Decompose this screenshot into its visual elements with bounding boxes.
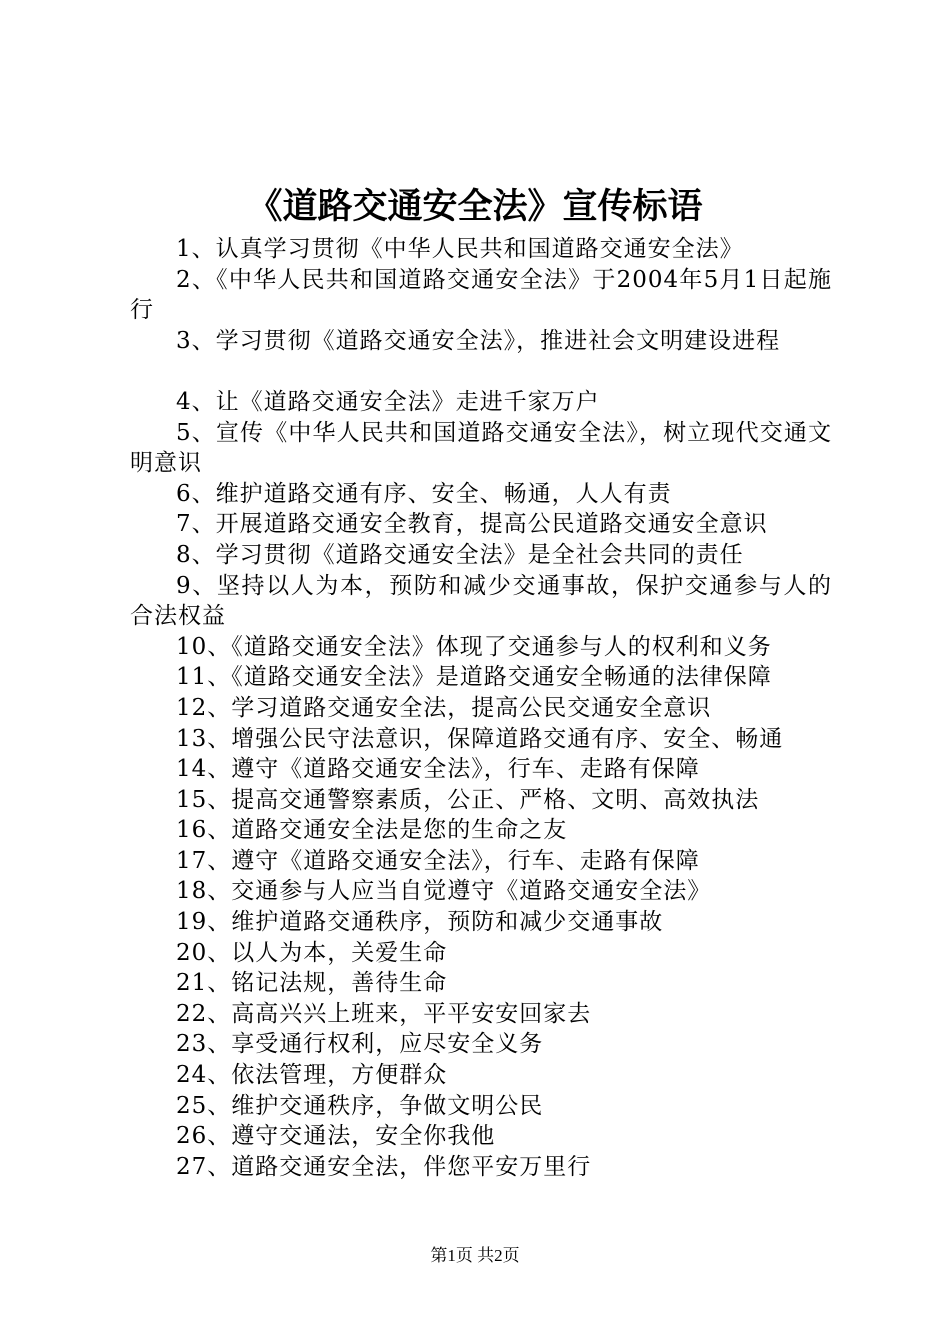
- document-title: 《道路交通安全法》宣传标语: [247, 186, 703, 227]
- slogan-item: 26、遵守交通法，安全你我他: [176, 1123, 496, 1150]
- slogan-item: 3、学习贯彻《道路交通安全法》，推进社会文明建设进程: [176, 327, 781, 354]
- slogan-item: 10、《道路交通安全法》体现了交通参与人的权利和义务: [176, 633, 772, 660]
- slogan-item: 2、《中华人民共和国道路交通安全法》于2004年5月1日起施行: [130, 266, 832, 324]
- slogan-item: 1、认真学习贯彻《中华人民共和国道路交通安全法》: [176, 236, 744, 262]
- slogan-item: 16、道路交通安全法是您的生命之友: [176, 817, 568, 844]
- slogan-item: 22、高高兴兴上班来，平平安安回家去: [176, 1000, 592, 1027]
- slogan-item: 7、开展道路交通安全教育，提高公民道路交通安全意识: [176, 511, 768, 538]
- slogan-item: 19、维护道路交通秩序，预防和减少交通事故: [176, 909, 664, 936]
- slogan-item: 11、《道路交通安全法》是道路交通安全畅通的法律保障: [176, 664, 772, 691]
- slogan-item: 14、遵守《道路交通安全法》，行车、走路有保障: [176, 756, 700, 783]
- slogan-item: 25、维护交通秩序，争做文明公民: [176, 1092, 544, 1119]
- slogan-item: 13、增强公民守法意识，保障道路交通有序、安全、畅通: [176, 725, 784, 752]
- slogan-item: 20、以人为本，关爱生命: [176, 939, 448, 966]
- page-number-footer: 第1页 共2页: [430, 1246, 520, 1265]
- slogan-item: 8、学习贯彻《道路交通安全法》是全社会共同的责任: [176, 541, 744, 568]
- slogan-item: 15、提高交通警察素质，公正、严格、文明、高效执法: [176, 786, 760, 813]
- slogan-item: 27、道路交通安全法，伴您平安万里行: [176, 1153, 592, 1180]
- slogan-item: 6、维护道路交通有序、安全、畅通，人人有责: [176, 480, 672, 507]
- slogan-item: 23、享受通行权利，应尽安全义务: [176, 1031, 544, 1058]
- slogan-item: 12、学习道路交通安全法，提高公民交通安全意识: [176, 694, 712, 721]
- slogan-item: 9、坚持以人为本，预防和减少交通事故，保护交通参与人的合法权益: [130, 572, 832, 630]
- slogan-item: 18、交通参与人应当自觉遵守《道路交通安全法》: [176, 878, 712, 905]
- slogan-item: 24、依法管理，方便群众: [176, 1062, 448, 1089]
- slogan-item: 17、遵守《道路交通安全法》，行车、走路有保障: [176, 847, 700, 874]
- slogan-list: [130, 234, 832, 1182]
- slogan-item: 21、铭记法规，善待生命: [176, 970, 448, 997]
- slogan-item: 5、宣传《中华人民共和国道路交通安全法》，树立现代交通文明意识: [130, 419, 832, 477]
- slogan-item: 4、让《道路交通安全法》走进千家万户: [176, 388, 600, 415]
